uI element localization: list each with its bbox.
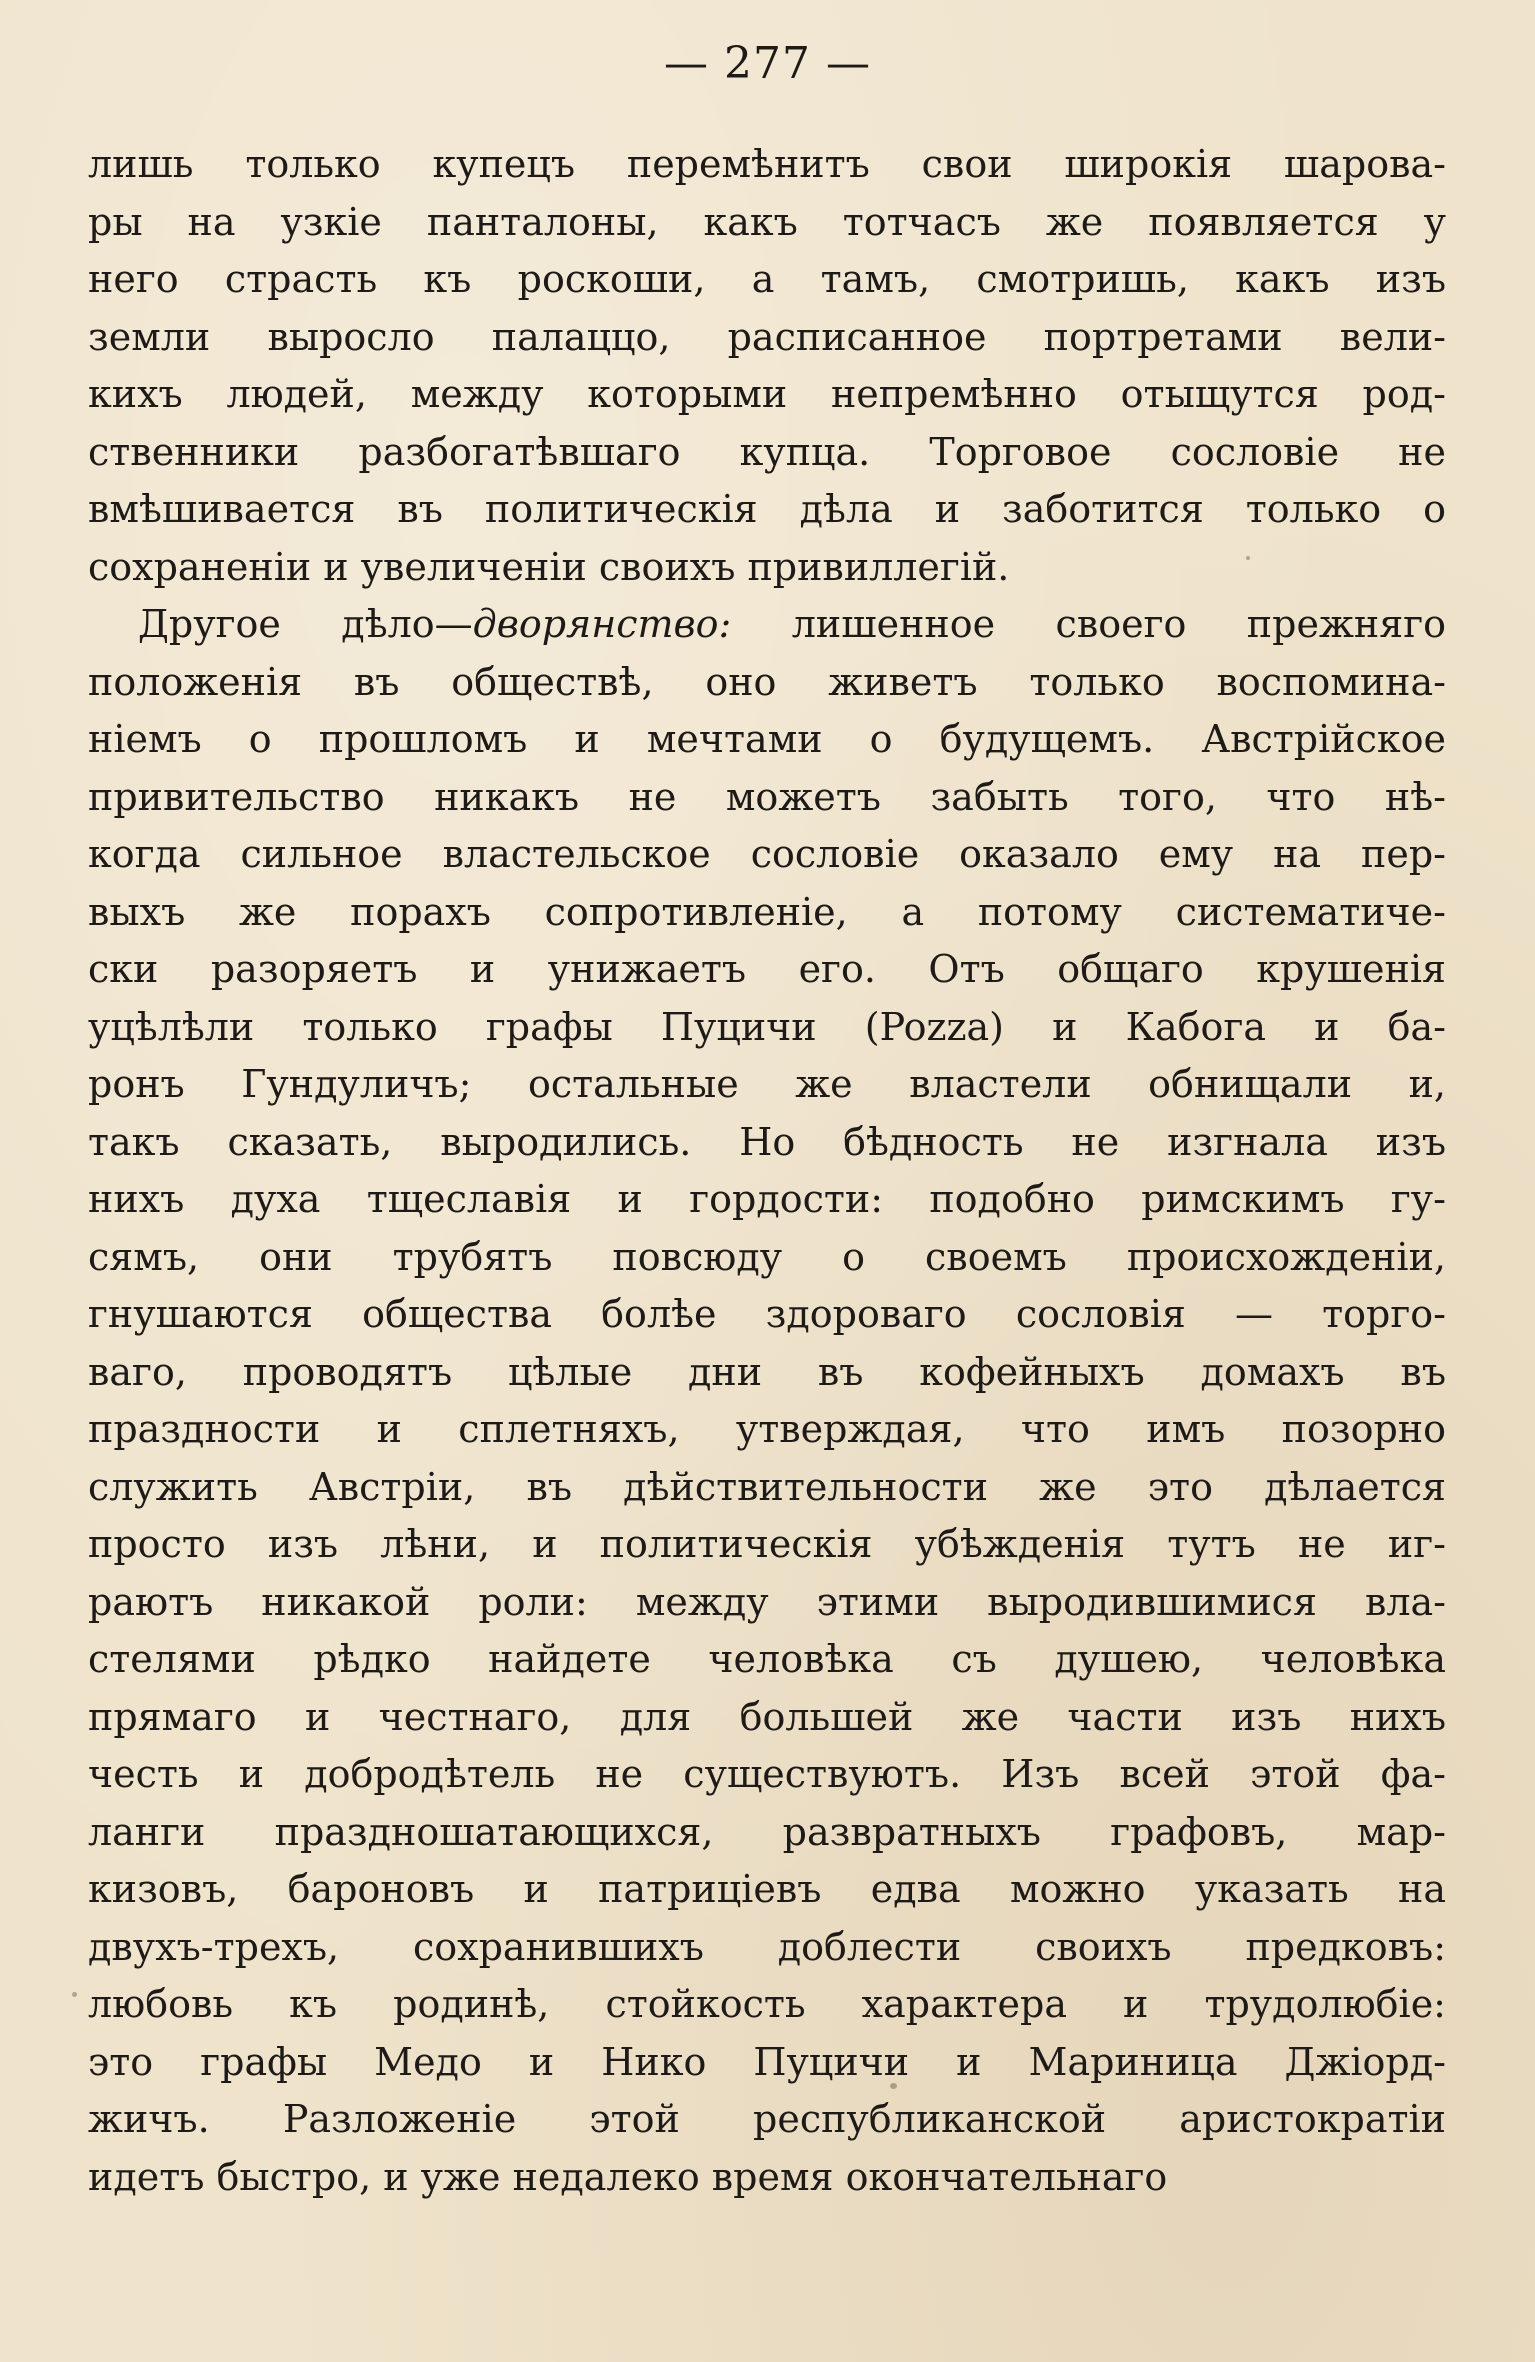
text-segment: лишенное своего прежняго — [731, 602, 1446, 646]
text-line: честь и добродѣтель не существуютъ. Изъ всей этой фа- — [88, 1752, 1446, 1796]
text-line: жичъ. Разложеніе этой республиканской аристократіи — [88, 2097, 1446, 2141]
text-line: прямаго и честнаго, для большей же части изъ нихъ — [88, 1694, 1446, 1739]
text-line: лишь только купецъ перемѣнитъ свои широкія шарова- — [88, 142, 1446, 186]
text-line: раютъ никакой роли: между этими выродившимися вла- — [88, 1579, 1446, 1624]
text-line: положенія въ обществѣ, оно живетъ только воспомина- — [88, 659, 1446, 704]
text-line: двухъ-трехъ, сохранившихъ доблести своихъ предковъ: — [88, 1924, 1446, 1969]
text-line: кихъ людей, между которыми непремѣнно отыщутся род- — [88, 372, 1446, 416]
text-line: земли выросло палаццо, расписанное портретами вели- — [88, 314, 1446, 359]
text-line: привительство никакъ не можетъ забыть того, что нѣ- — [88, 774, 1446, 819]
paragraph-first-line — [88, 596, 1446, 654]
text-line: кизовъ, бароновъ и патриціевъ едва можно указать на — [88, 1867, 1446, 1911]
paper-speck — [1246, 556, 1250, 560]
text-line: такъ сказать, выродились. Но бѣдность не изгнала изъ — [88, 1119, 1446, 1164]
text-line: когда сильное властельское сословіе оказало ему на пер- — [88, 832, 1446, 876]
text-line: ры на узкіе панталоны, какъ тотчасъ же появляется у — [88, 199, 1446, 244]
text-line: ронъ Гундуличъ; остальные же властели обнищали и, — [88, 1062, 1446, 1106]
paragraph-merchants — [88, 136, 1446, 596]
text-line: ваго, проводятъ цѣлые дни въ кофейныхъ домахъ въ — [88, 1349, 1446, 1394]
text-line: просто изъ лѣни, и политическія убѣжденія тутъ не иг- — [88, 1522, 1446, 1566]
paper-speck — [72, 1992, 77, 1997]
text-line: любовь къ родинѣ, стойкость характера и трудолюбіе: — [88, 1982, 1446, 2026]
text-line: служить Австріи, въ дѣйствительности же это дѣлается — [88, 1464, 1446, 1509]
text-line: ніемъ о прошломъ и мечтами о будущемъ. Австрійское — [88, 717, 1446, 761]
text-line: праздности и сплетняхъ, утверждая, что имъ позорно — [88, 1407, 1446, 1451]
text-line: сямъ, они трубятъ повсюду о своемъ происхожденіи, — [88, 1234, 1446, 1279]
text-line: это графы Медо и Нико Пуцичи и Мариница Джіорд- — [88, 2039, 1446, 2084]
page-text — [88, 136, 1446, 2206]
text-line: ланги праздношатающихся, развратныхъ графовъ, мар- — [88, 1809, 1446, 1854]
text-line: нихъ духа тщеславія и гордости: подобно римскимъ гу- — [88, 1177, 1446, 1221]
italic-emphasis: дворянство: — [472, 602, 732, 646]
text-line: вмѣшивается въ политическія дѣла и заботится только о — [88, 487, 1446, 531]
page-number: — 277 — — [664, 38, 871, 89]
text-line: стелями рѣдко найдете человѣка съ душею, человѣка — [88, 1637, 1446, 1681]
text-line: ски разоряетъ и унижаетъ его. Отъ общаго крушенія — [88, 947, 1446, 991]
text-line: ственники разбогатѣвшаго купца. Торговое сословіе не — [88, 429, 1446, 474]
text-segment: Другое дѣло— — [138, 602, 473, 646]
text-line: гнушаются общества болѣе здороваго сословія — торго- — [88, 1292, 1446, 1336]
text-line: него страсть къ роскоши, а тамъ, смотришь, какъ изъ — [88, 257, 1446, 301]
paragraph-nobility — [88, 596, 1446, 2206]
text-line: идетъ быстро, и уже недалеко время окончательнаго — [88, 2154, 1168, 2199]
text-line: выхъ же порахъ сопротивленіе, а потому систематиче- — [88, 889, 1446, 934]
paper-speck — [890, 2083, 897, 2089]
text-line: сохраненіи и увеличеніи своихъ привиллегій. — [88, 544, 1010, 589]
text-line: уцѣлѣли только графы Пуцичи (Pozza) и Кабога и ба- — [88, 1004, 1446, 1049]
